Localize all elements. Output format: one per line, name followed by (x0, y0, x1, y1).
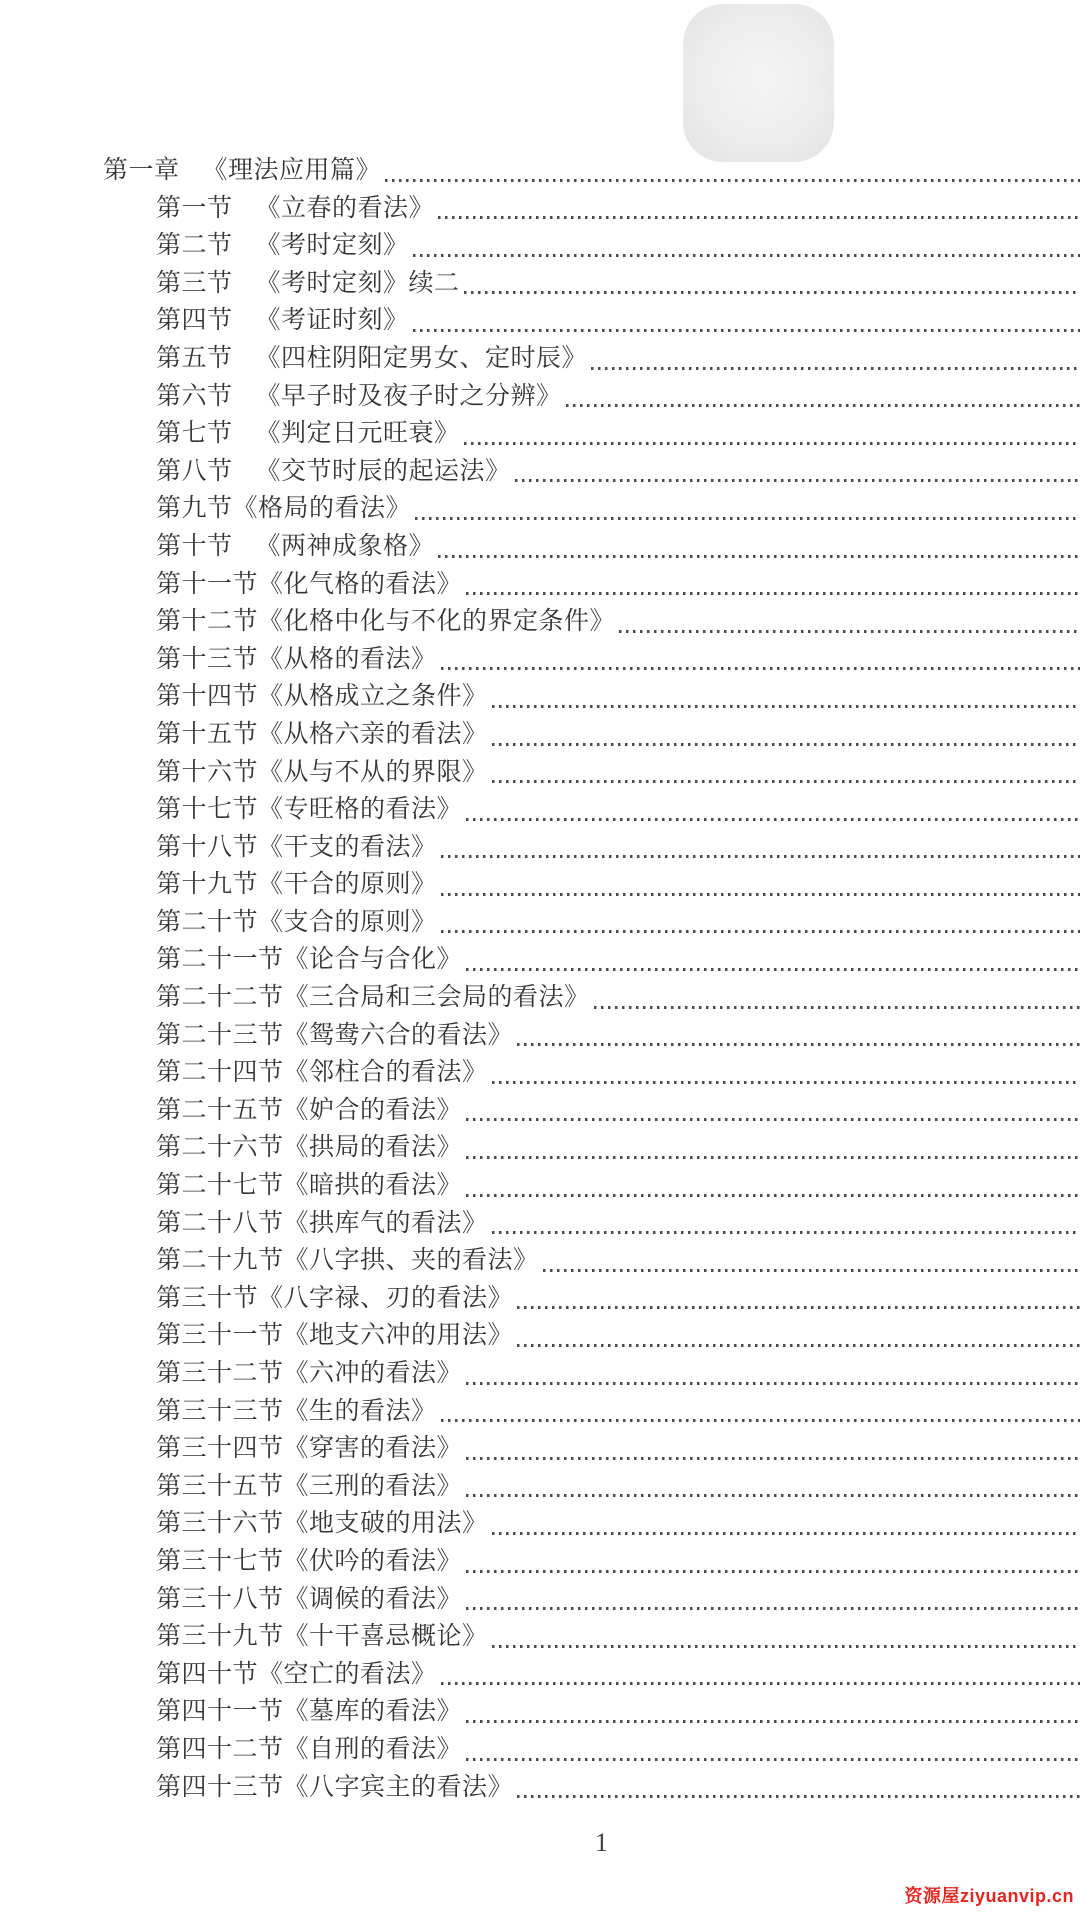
dotted-leader (492, 705, 1080, 708)
toc-entry-number: 第一章 (103, 157, 180, 184)
dotted-leader (441, 930, 1080, 933)
dotted-leader (464, 291, 1080, 294)
dotted-leader (517, 1043, 1080, 1046)
toc-entry (0, 453, 1080, 491)
toc-entry-number: 第二十六节 (156, 1134, 284, 1162)
toc-entry (0, 1581, 1080, 1619)
toc-entry-title: 《格局的看法》 (232, 495, 412, 523)
toc-entry-number: 第二十二节 (156, 984, 284, 1012)
dotted-leader (466, 818, 1080, 821)
toc-entry (0, 904, 1080, 942)
dotted-leader (466, 1457, 1080, 1460)
dotted-leader (413, 329, 1080, 332)
toc-entry (0, 866, 1080, 904)
toc-entry-title: 《早子时及夜子时之分辨》 (255, 382, 562, 410)
toc-entry (0, 1430, 1080, 1468)
toc-entry (0, 1543, 1080, 1581)
dotted-leader (466, 1720, 1080, 1723)
toc-entry-title: 《干支的看法》 (258, 833, 437, 861)
dotted-leader (441, 1419, 1080, 1422)
dotted-leader (543, 1269, 1080, 1272)
dotted-leader (566, 404, 1080, 407)
toc-entry-title: 《十干喜忌概论》 (283, 1623, 488, 1651)
dotted-leader (466, 968, 1080, 971)
toc-entry (0, 1731, 1080, 1769)
dotted-leader (517, 1795, 1080, 1798)
toc-entry (0, 1656, 1080, 1694)
toc-entry-number: 第二节 (156, 232, 233, 260)
toc-entry-title: 《考时定刻》 (255, 232, 409, 260)
dotted-leader (385, 179, 1080, 182)
dotted-leader (492, 1081, 1080, 1084)
toc-entry-number: 第二十九节 (156, 1247, 284, 1275)
dotted-leader (517, 1306, 1080, 1309)
dotted-leader (591, 367, 1080, 370)
page-number: 1 (595, 1828, 608, 1857)
dotted-leader (515, 479, 1080, 482)
toc-entry (0, 979, 1080, 1017)
toc-entry-title: 《交节时辰的起运法》 (255, 457, 511, 485)
toc-entry-number: 第三十九节 (156, 1623, 284, 1651)
dotted-leader (619, 630, 1080, 633)
toc-entry-title: 《支合的原则》 (258, 908, 437, 936)
toc-entry (0, 1393, 1080, 1431)
toc-entry-number: 第三十节 (156, 1284, 259, 1312)
toc-entry-title: 《判定日元旺衰》 (255, 420, 460, 448)
toc-entry (0, 1205, 1080, 1243)
toc-entry (0, 1468, 1080, 1506)
dotted-leader (466, 1607, 1080, 1610)
toc-entry-number: 第二十一节 (156, 946, 284, 974)
app-icon-placeholder (683, 4, 834, 162)
dotted-leader (492, 1645, 1080, 1648)
toc-entry-title: 《两神成象格》 (255, 532, 435, 560)
toc-entry-number: 第十节 (156, 532, 233, 560)
dotted-leader (466, 1758, 1080, 1761)
toc-entry-title: 《八字拱、夹的看法》 (283, 1247, 539, 1275)
toc-entry (0, 302, 1080, 340)
dotted-leader (492, 1532, 1080, 1535)
toc-entry-title: 《从格六亲的看法》 (258, 720, 488, 748)
dotted-leader (438, 555, 1080, 558)
toc-entry-title: 《邻柱合的看法》 (283, 1059, 488, 1087)
dotted-leader (464, 442, 1080, 445)
dotted-leader (441, 893, 1080, 896)
toc-entry (0, 227, 1080, 265)
toc-entry-title: 《地支破的用法》 (283, 1510, 488, 1538)
toc-entry (0, 754, 1080, 792)
toc-entry (0, 716, 1080, 754)
toc-entry-number: 第十一节 (156, 570, 259, 598)
toc-entry-title: 《从格成立之条件》 (258, 683, 488, 711)
toc-entry-title: 《六冲的看法》 (283, 1360, 463, 1387)
toc-entry-title: 《考时定刻》续二 (255, 269, 460, 297)
toc-entry-title: 《生的看法》 (283, 1397, 437, 1425)
toc-entry-number: 第八节 (156, 457, 233, 485)
toc-entry-title: 《调候的看法》 (283, 1585, 463, 1613)
toc-entry-title: 《鸳鸯六合的看法》 (283, 1021, 514, 1049)
toc-entry-number: 第十五节 (156, 720, 259, 748)
toc-entry-number: 第七节 (156, 420, 233, 448)
toc-entry (0, 1129, 1080, 1167)
toc-entry-title: 《从格的看法》 (258, 645, 437, 673)
toc-entry-title: 《立春的看法》 (255, 194, 435, 222)
toc-entry-title: 《伏吟的看法》 (283, 1547, 463, 1575)
toc-entry-number: 第十四节 (156, 683, 259, 711)
toc-entry-number: 第十八节 (156, 833, 259, 861)
toc-entry-number: 第二十三节 (156, 1021, 284, 1049)
toc-entry-number: 第四十一节 (156, 1698, 284, 1726)
toc-entry-number: 第三十七节 (156, 1547, 284, 1575)
toc-entry-number: 第四十三节 (156, 1773, 284, 1801)
toc-entry-number: 第三十二节 (156, 1360, 284, 1387)
dotted-leader (492, 780, 1080, 783)
toc-entry (0, 791, 1080, 829)
toc-entry-number: 第十七节 (156, 796, 259, 824)
dotted-leader (466, 592, 1080, 595)
toc-entry-number: 第一节 (156, 194, 233, 222)
dotted-leader (594, 1006, 1080, 1009)
dotted-leader (466, 1382, 1080, 1385)
dotted-leader (492, 743, 1080, 746)
toc-entry-title: 《拱库气的看法》 (283, 1209, 488, 1237)
dotted-leader (441, 855, 1080, 858)
toc-entry-number: 第三节 (156, 269, 233, 297)
toc-entry (0, 566, 1080, 604)
toc-entry-title: 《从与不从的界限》 (258, 758, 488, 786)
dotted-leader (466, 1118, 1080, 1121)
toc-entry-number: 第二十四节 (156, 1059, 284, 1087)
toc-entry (0, 1242, 1080, 1280)
toc-entry-title: 《理法应用篇》 (202, 157, 382, 184)
toc-entry-title: 《化气格的看法》 (258, 570, 463, 598)
toc-entry-number: 第三十六节 (156, 1510, 284, 1538)
toc-entry (0, 1317, 1080, 1355)
toc-entry (0, 829, 1080, 867)
toc-entry-number: 第六节 (156, 382, 233, 410)
toc-entry-number: 第二十七节 (156, 1172, 284, 1200)
toc-entry (0, 941, 1080, 979)
dotted-leader (466, 1570, 1080, 1573)
toc-entry-number: 第十三节 (156, 645, 259, 673)
toc-entry (0, 1355, 1080, 1393)
toc-entry-number: 第十二节 (156, 608, 259, 636)
toc-entry-number: 第三十八节 (156, 1585, 284, 1613)
toc-entry-number: 第三十三节 (156, 1397, 284, 1425)
toc-entry-title: 《墓库的看法》 (283, 1698, 463, 1726)
toc-entry-title: 《论合与合化》 (283, 946, 463, 974)
toc-entry-title: 《四柱阴阳定男女、定时辰》 (255, 344, 588, 372)
dotted-leader (413, 254, 1080, 257)
dotted-leader (415, 517, 1080, 520)
toc-entry-title: 《化格中化与不化的界定条件》 (258, 608, 616, 636)
dotted-leader (466, 1194, 1080, 1197)
dotted-leader (492, 1231, 1080, 1234)
site-watermark: 资源屋ziyuanvip.cn (904, 1886, 1074, 1906)
toc-entry-number: 第二十五节 (156, 1096, 284, 1124)
toc-entry-title: 《妒合的看法》 (283, 1096, 463, 1124)
toc-entry (0, 490, 1080, 528)
toc-entry-number: 第三十五节 (156, 1472, 284, 1500)
toc-entry (0, 340, 1080, 378)
toc-entry (0, 1693, 1080, 1731)
toc-entry (0, 1167, 1080, 1205)
toc-entry-number: 第二十八节 (156, 1209, 284, 1237)
toc-entry (0, 265, 1080, 303)
toc-entry-title: 《专旺格的看法》 (258, 796, 463, 824)
dotted-leader (517, 1344, 1080, 1347)
toc-entry-number: 第三十四节 (156, 1435, 284, 1463)
toc-entry-title: 《自刑的看法》 (283, 1735, 463, 1763)
toc-entry (0, 1092, 1080, 1130)
toc-entry-title: 《地支六冲的用法》 (283, 1322, 514, 1350)
toc-entry (0, 415, 1080, 453)
toc-entry-number: 第二十节 (156, 908, 259, 936)
toc-entry-title: 《八字宾主的看法》 (283, 1773, 514, 1801)
toc-entry (0, 1618, 1080, 1656)
toc-entry-number: 第九节 (156, 495, 233, 523)
toc-entry (0, 1017, 1080, 1055)
dotted-leader (441, 667, 1080, 670)
toc-entry (0, 190, 1080, 228)
toc-entry-title: 《暗拱的看法》 (283, 1172, 463, 1200)
toc-entry-title: 《拱局的看法》 (283, 1134, 463, 1162)
toc-entry (0, 1280, 1080, 1318)
table-of-contents (0, 152, 1080, 1806)
toc-entry (0, 378, 1080, 416)
toc-entry-number: 第四节 (156, 307, 233, 335)
toc-entry (0, 1505, 1080, 1543)
toc-entry-number: 第十六节 (156, 758, 259, 786)
toc-entry-title: 《空亡的看法》 (258, 1660, 437, 1688)
dotted-leader (466, 1156, 1080, 1159)
dotted-leader (466, 1494, 1080, 1497)
toc-entry-title: 《八字禄、刃的看法》 (258, 1284, 514, 1312)
toc-entry-title: 《考证时刻》 (255, 307, 409, 335)
toc-entry-title: 《穿害的看法》 (283, 1435, 463, 1463)
toc-entry-number: 第三十一节 (156, 1322, 284, 1350)
toc-entry-number: 第十九节 (156, 871, 259, 899)
toc-entry-title: 《三合局和三会局的看法》 (283, 984, 590, 1012)
toc-entry-number: 第四十节 (156, 1660, 259, 1688)
toc-entry-title: 《干合的原则》 (258, 871, 437, 899)
toc-entry-number: 第四十二节 (156, 1735, 284, 1763)
dotted-leader (438, 216, 1080, 219)
toc-entry (0, 603, 1080, 641)
toc-entry-title: 《三刑的看法》 (283, 1472, 463, 1500)
dotted-leader (441, 1682, 1080, 1685)
toc-entry (0, 1769, 1080, 1807)
toc-entry (0, 678, 1080, 716)
toc-entry-number: 第五节 (156, 344, 233, 372)
toc-entry (0, 528, 1080, 566)
toc-entry (0, 152, 1080, 190)
toc-entry (0, 1054, 1080, 1092)
toc-entry (0, 641, 1080, 679)
